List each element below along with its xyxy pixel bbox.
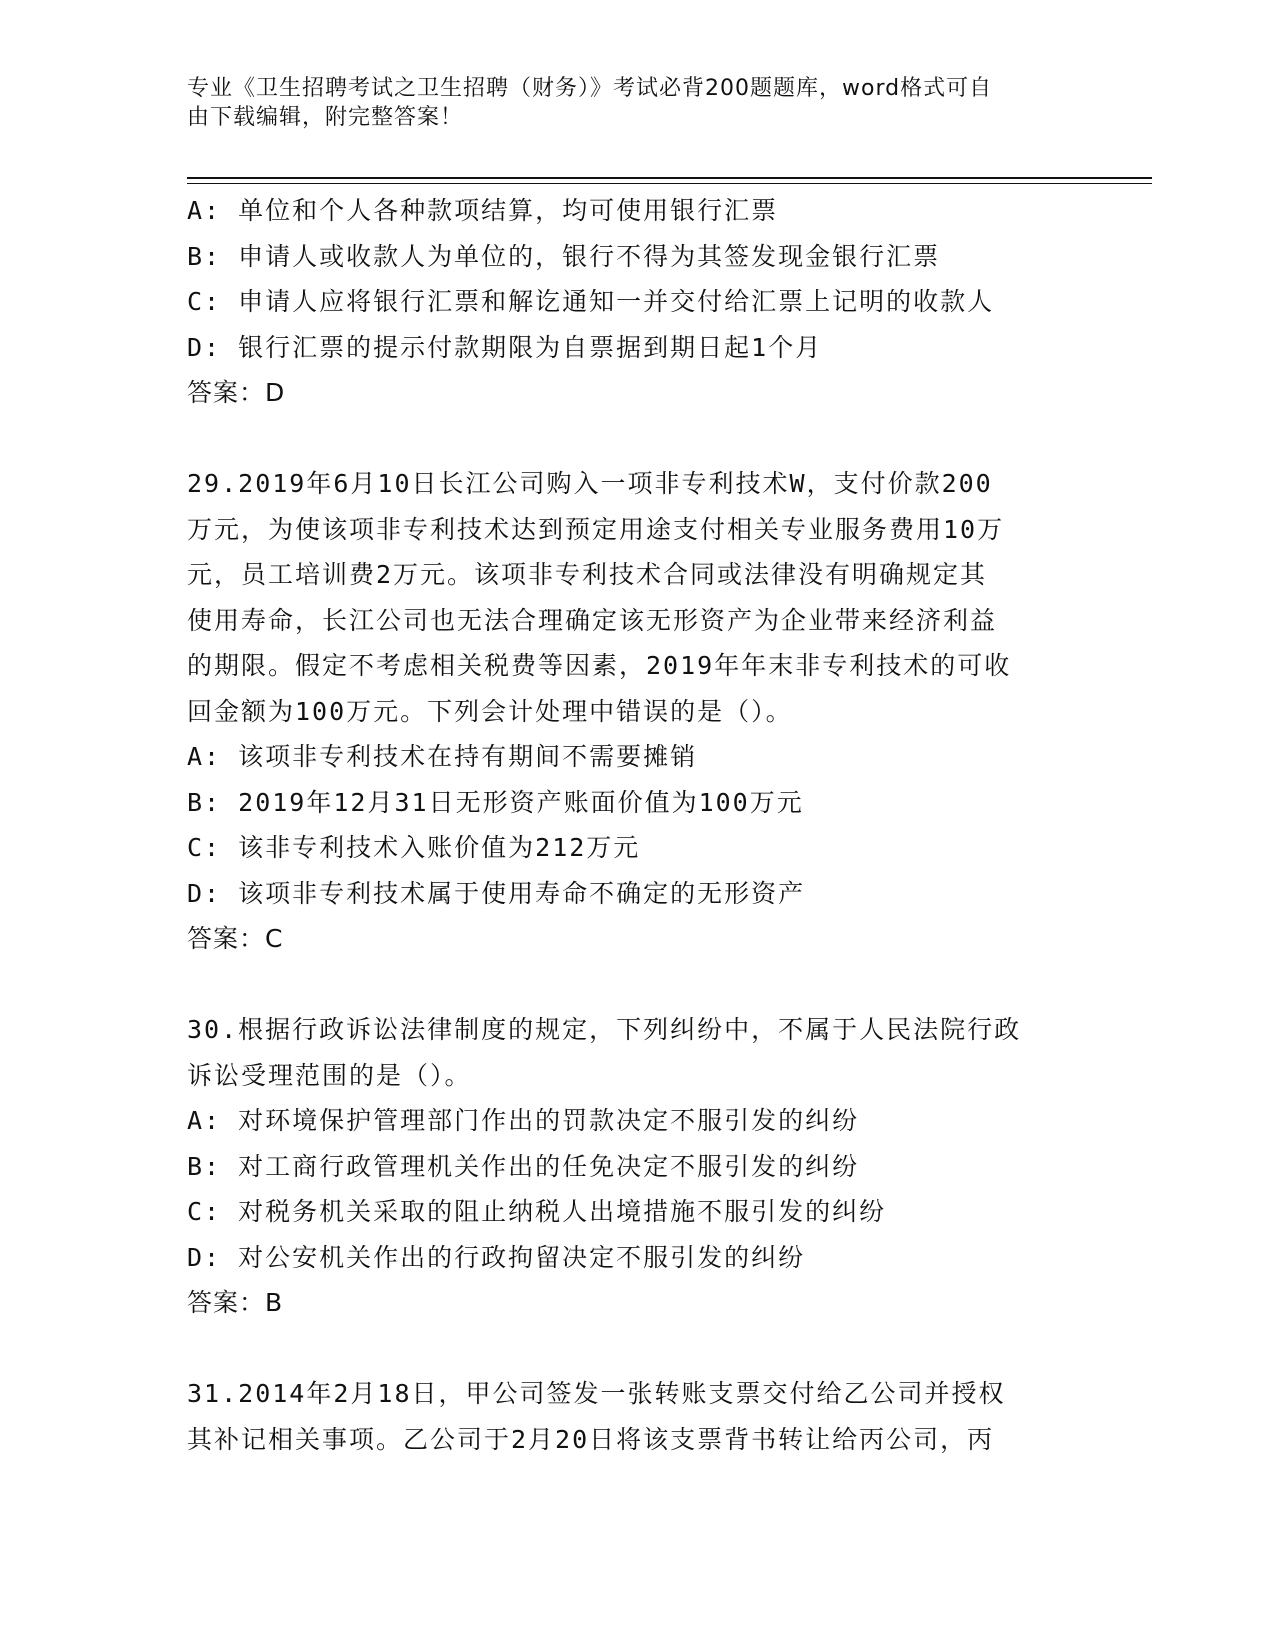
question-text-line: 使用寿命，长江公司也无法合理确定该无形资产为企业带来经济利益 [187, 605, 998, 635]
question-text-line: 万元，为使该项非专利技术达到预定用途支付相关专业服务费用10万 [187, 514, 1005, 544]
question-block-31 [187, 1371, 1087, 1462]
header-rule-thick [187, 177, 1152, 179]
option-a: A: 单位和个人各种款项结算，均可使用银行汇票 [187, 196, 779, 225]
option-b: B: 申请人或收款人为单位的，银行不得为其签发现金银行汇票 [187, 241, 941, 271]
question-text-line: 回金额为100万元。下列会计处理中错误的是（）。 [187, 696, 793, 726]
option-b: B: 2019年12月31日无形资产账面价值为100万元 [187, 787, 804, 817]
option-a: A: 对环境保护管理部门作出的罚款决定不服引发的纠纷 [187, 1106, 860, 1135]
option-c: C: 对税务机关采取的阻止纳税人出境措施不服引发的纠纷 [187, 1197, 887, 1226]
question-block-29 [187, 461, 1087, 962]
answer: 答案：C [187, 924, 284, 953]
option-c: C: 申请人应将银行汇票和解讫通知一并交付给汇票上记明的收款人 [187, 287, 995, 316]
option-d: D: 对公安机关作出的行政拘留决定不服引发的纠纷 [187, 1242, 806, 1272]
option-c: C: 该非专利技术入账价值为212万元 [187, 833, 641, 862]
question-text-line: 31.2014年2月18日，甲公司签发一张转账支票交付给乙公司并授权 [187, 1379, 1006, 1408]
spacer [187, 1326, 1087, 1372]
question-block-28 [187, 188, 1087, 416]
answer: 答案：D [187, 378, 286, 407]
question-text-line: 30.根据行政诉讼法律制度的规定，下列纠纷中，不属于人民法院行政 [187, 1015, 1022, 1044]
question-text-line: 元，员工培训费2万元。该项非专利技术合同或法律没有明确规定其 [187, 560, 988, 589]
option-d: D: 该项非专利技术属于使用寿命不确定的无形资产 [187, 878, 806, 908]
option-d: D: 银行汇票的提示付款期限为自票据到期日起1个月 [187, 332, 823, 362]
spacer [187, 416, 1087, 462]
document-header [187, 74, 1067, 132]
spacer [187, 962, 1087, 1008]
option-b: B: 对工商行政管理机关作出的任免决定不服引发的纠纷 [187, 1151, 860, 1181]
question-block-30 [187, 1007, 1087, 1326]
header-line-1: 专业《卫生招聘考试之卫生招聘（财务）》考试必背200题题库，word格式可自 [187, 76, 993, 101]
question-text-line: 29.2019年6月10日长江公司购入一项非专利技术W，支付价款200 [187, 469, 993, 498]
document-body [187, 188, 1087, 1462]
question-text-line: 其补记相关事项。乙公司于2月20日将该支票背书转让给丙公司，丙 [187, 1424, 995, 1454]
option-a: A: 该项非专利技术在持有期间不需要摊销 [187, 742, 698, 771]
header-rule-thin [187, 183, 1152, 184]
question-text-line: 的期限。假定不考虑相关税费等因素，2019年年末非专利技术的可收 [187, 651, 1012, 680]
answer: 答案：B [187, 1288, 284, 1317]
question-text-line: 诉讼受理范围的是（）。 [187, 1060, 472, 1090]
header-line-2: 由下载编辑，附完整答案！ [187, 105, 464, 130]
